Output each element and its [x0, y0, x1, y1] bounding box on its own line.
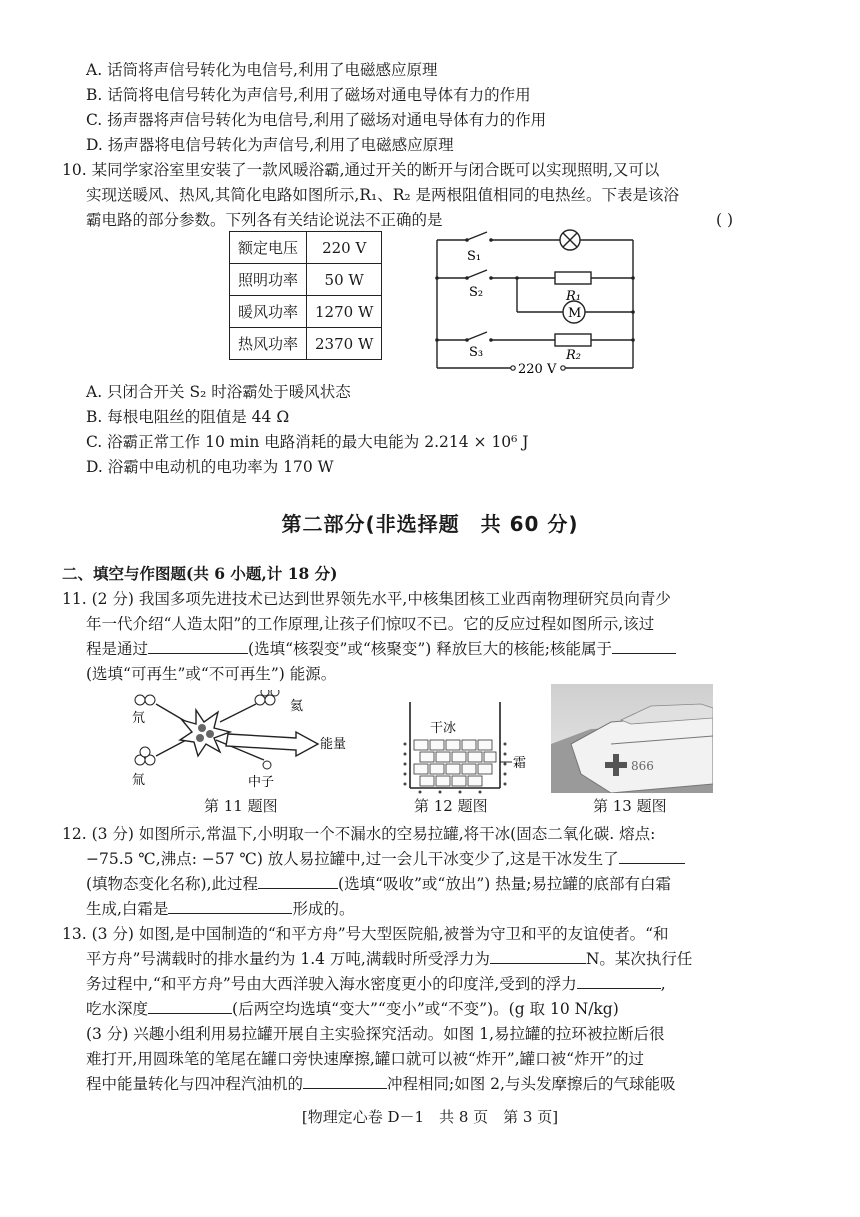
- resistor-r2-label: R₂: [566, 348, 581, 363]
- table-row: [230, 232, 382, 264]
- q10-option-a: A. 只闭合开关 S₂ 时浴霸处于暖风状态: [86, 383, 351, 401]
- q10-option-d: D. 浴霸中电动机的电功率为 170 W: [86, 458, 334, 476]
- q10-stem-line2: 实现送暖风、热风,其简化电路如图所示,R₁、R₂ 是两根阻值相同的电热丝。下表是该浴: [86, 186, 680, 204]
- param-label: 热风功率: [230, 328, 307, 360]
- param-value: 1270 W: [307, 296, 382, 328]
- q13-line4-start: 吃水深度: [86, 1000, 149, 1018]
- q13-line3-text: 务过程中,“和平方舟”号由大西洋驶入海水密度更小的印度洋,受到的浮力: [86, 975, 577, 993]
- q13-line2: [86, 947, 692, 971]
- q14-line3-start: 程中能量转化与四冲程汽油机的: [86, 1075, 304, 1093]
- page-footer: [物理定心卷 D－1 共 8 页 第 3 页]: [301, 1108, 559, 1126]
- q10-stem-line3: 霸电路的部分参数。下列各有关结论说法不正确的是: [86, 211, 443, 229]
- q14-line1: (3 分) 兴趣小组利用易拉罐开展自主实验探究活动。如图 1,易拉罐的拉环被拉断后很: [86, 1025, 665, 1043]
- answer-blank: [619, 847, 685, 864]
- answer-blank: [148, 997, 232, 1014]
- q13-line1: 13. (3 分) 如图,是中国制造的“和平方舟”号大型医院船,被誉为守卫和平的友谊使者。“和: [62, 925, 669, 943]
- q12-line4: [86, 897, 354, 921]
- q14-line2: 难打开,用圆珠笔的笔尾在罐口旁快速摩擦,罐口就可以被“炸开”,罐口被“炸开”的过: [86, 1050, 644, 1068]
- q9-option-c: C. 扬声器将声信号转化为电信号,利用了磁场对通电导体有力的作用: [86, 111, 547, 129]
- q11-line4: (选填“可再生”或“不可再生”) 能源。: [86, 665, 337, 683]
- parameter-table: [229, 231, 382, 360]
- answer-blank: [490, 947, 586, 964]
- table-row: [230, 328, 382, 360]
- q13-line4: [86, 997, 619, 1021]
- circuit-diagram: [425, 228, 650, 378]
- fusion-diagram: [120, 690, 370, 795]
- q12-line3-end: (选填“吸收”或“放出”) 热量;易拉罐的底部有白霜: [338, 875, 671, 893]
- motor-label: M: [568, 306, 582, 321]
- switch-s1-label: S₁: [467, 249, 482, 264]
- deuterium-label: 氘: [132, 711, 146, 726]
- voltage-label: 220 V: [518, 362, 557, 377]
- q12-line3-start: (填物态变化名称),此过程: [86, 875, 259, 893]
- q10-option-b: B. 每根电阻丝的阻值是 44 Ω: [86, 408, 290, 426]
- fig12-caption: 第 12 题图: [414, 797, 488, 815]
- section2-heading: 二、填空与作图题(共 6 小题,计 18 分): [62, 564, 338, 583]
- q12-line3: [86, 872, 671, 896]
- q11-line3-start: 程是通过: [86, 640, 149, 658]
- q12-line2-text: −75.5 ℃,沸点: −57 ℃) 放人易拉罐中,过一会儿干冰变少了,这是干冰发生了: [86, 850, 619, 868]
- answer-bracket: ( ): [716, 211, 734, 229]
- q12-line4-end: 形成的。: [292, 900, 355, 918]
- q13-line2-end: N。某次执行任: [585, 950, 693, 968]
- q10-option-c: C. 浴霸正常工作 10 min 电路消耗的最大电能为 2.214 × 10⁶ J: [86, 433, 529, 451]
- q14-line3-end: 冲程相同;如图 2,与头发摩擦后的气球能吸: [387, 1075, 676, 1093]
- answer-blank: [577, 972, 661, 989]
- fig11-caption: 第 11 题图: [204, 797, 278, 815]
- q11-line1: 11. (2 分) 我国多项先进技术已达到世界领先水平,中核集团核工业西南物理研究员向青少: [62, 590, 671, 608]
- answer-blank: [303, 1072, 387, 1089]
- q12-line1: 12. (3 分) 如图所示,常温下,小明取一个不漏水的空易拉罐,将干冰(固态二氧化碳. 熔点:: [62, 825, 656, 843]
- frost-label: 霜: [513, 756, 527, 771]
- helium-label: 氦: [290, 699, 304, 714]
- neutron-label: 中子: [248, 775, 275, 790]
- q11-line3-end: (选填“核裂变”或“核聚变”) 释放巨大的核能;核能属于: [248, 640, 612, 658]
- answer-blank: [612, 637, 676, 654]
- energy-label: 能量: [320, 737, 347, 752]
- q9-option-d: D. 扬声器将电信号转化为声信号,利用了电磁感应原理: [86, 136, 454, 154]
- switch-s3-label: S₃: [469, 345, 484, 360]
- q12-line2: [86, 847, 685, 871]
- q9-option-a: A. 话筒将声信号转化为电信号,利用了电磁感应原理: [86, 61, 438, 79]
- q11-line2: 年一代介绍“人造太阳”的工作原理,让孩子们惊叹不已。它的反应过程如图所示,该过: [86, 615, 655, 633]
- answer-blank: [148, 637, 248, 654]
- part2-title: 第二部分(非选择题 共 60 分): [281, 512, 579, 536]
- q13-line3: 务过程中,“和平方舟”号由大西洋驶入海水密度更小的印度洋,受到的浮力 ,: [86, 972, 666, 996]
- answer-blank: [168, 897, 292, 914]
- param-label: 额定电压: [230, 232, 307, 264]
- table-row: [230, 264, 382, 296]
- q11-line3: [86, 637, 676, 661]
- param-value: 2370 W: [307, 328, 382, 360]
- answer-blank: [258, 872, 338, 889]
- fig13-caption: 第 13 题图: [593, 797, 667, 815]
- param-label: 照明功率: [230, 264, 307, 296]
- dry-ice-label: 干冰: [430, 721, 457, 736]
- q9-option-b: B. 话筒将电信号转化为声信号,利用了磁场对通电导体有力的作用: [86, 86, 531, 104]
- resistor-r1-label: R₁: [566, 289, 581, 304]
- q10-stem-line1: 10. 某同学家浴室里安装了一款风暖浴霸,通过开关的断开与闭合既可以实现照明,又可以: [62, 161, 660, 179]
- tritium-label: 氚: [132, 773, 146, 788]
- switch-s2-label: S₂: [469, 285, 484, 300]
- q13-line2-start: 平方舟”号满载时的排水量约为 1.4 万吨,满载时所受浮力为: [86, 950, 490, 968]
- dry-ice-can-figure: [390, 700, 540, 795]
- param-label: 暖风功率: [230, 296, 307, 328]
- param-value: 50 W: [307, 264, 382, 296]
- ship-hull-number: 866: [631, 759, 654, 773]
- param-value: 220 V: [307, 232, 382, 264]
- q13-line4-end: (后两空均选填“变大”“变小”或“不变”)。(g 取 10 N/kg): [232, 1000, 619, 1018]
- table-row: [230, 296, 382, 328]
- q14-line3: [86, 1072, 675, 1096]
- q12-line4-start: 生成,白霜是: [86, 900, 169, 918]
- hospital-ship-photo: [551, 684, 713, 793]
